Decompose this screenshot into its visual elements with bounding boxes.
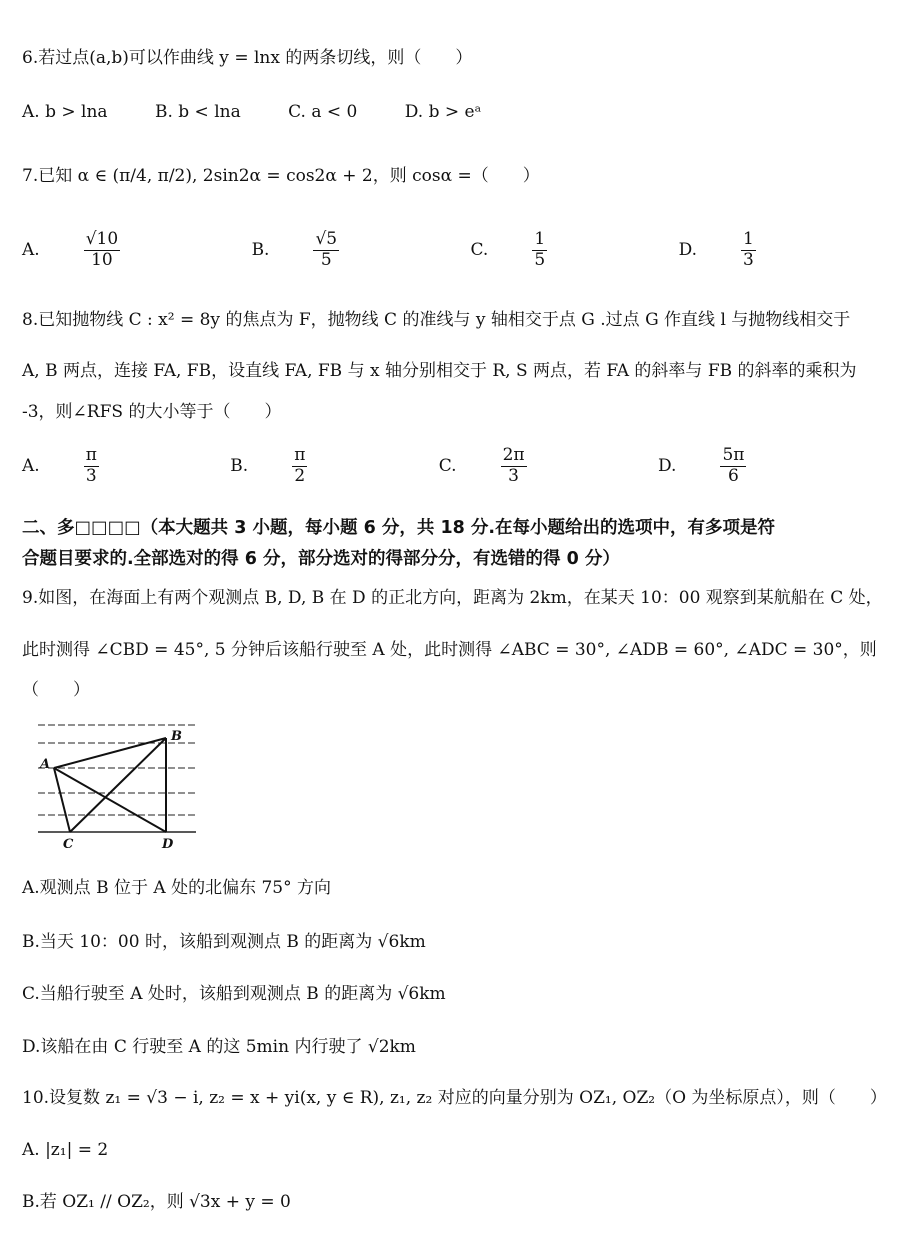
q7-options [22, 230, 882, 270]
frac-numerator: √5 [315, 229, 338, 249]
q7-stem: 7.已知 α ∈ (π/4, π/2), 2sin2α = cos2α + 2，则 cosα =（ ） [22, 166, 540, 186]
q7-option-b-frac [313, 230, 381, 270]
q8-options [22, 446, 872, 486]
q6-option-c: C. a < 0 [288, 102, 358, 122]
q6-option-a: A. b > lna [22, 102, 108, 122]
q8-line-1: 8.已知抛物线 C : x² = 8y 的焦点为 F，抛物线 C 的准线与 y 轴相交于点 G .过点 G 作直线 l 与抛物线相交于 [22, 310, 851, 330]
q7-option-a-frac [84, 230, 162, 270]
q8-option-b-label: B. [230, 455, 249, 476]
frac-numerator: √10 [85, 229, 119, 249]
q7-option-a-label: A. [22, 239, 40, 260]
q8-option-c-frac [501, 446, 569, 486]
q10-stem: 10.设复数 z₁ = √3 − i, z₂ = x + yi(x, y ∈ R), z₁, z₂ 对应的向量分别为 OZ₁, OZ₂（O 为坐标原点），则（ ） [22, 1088, 887, 1108]
q8-option-d-label: D. [658, 455, 677, 476]
q8-option-c-label: C. [438, 455, 457, 476]
q9-option-b: B.当天 10：00 时，该船到观测点 B 的距离为 √6km [22, 932, 426, 952]
frac-denominator: 2 [294, 465, 306, 486]
q7-option-b-label: B. [251, 239, 270, 260]
q7-option-c-frac [532, 230, 589, 270]
frac-numerator: π [294, 445, 306, 465]
segment-ac [54, 768, 70, 832]
q7-option-a [22, 229, 204, 270]
q8-option-b-frac [292, 446, 349, 486]
segment-ad [54, 768, 166, 832]
frac-denominator: 6 [728, 465, 739, 486]
frac-denominator: 5 [534, 249, 546, 270]
q7-option-d-frac [741, 230, 798, 270]
q9-option-c: C.当船行驶至 A 处时，该船到观测点 B 的距离为 √6km [22, 984, 446, 1004]
q6-options [22, 102, 523, 122]
section-2-heading-line-2: 合题目要求的.全部选对的得 6 分，部分选对的得部分分，有选错的得 0 分） [22, 549, 620, 569]
section-2-heading-line-1: 二、多□□□□（本大题共 3 小题，每小题 6 分，共 18 分.在每小题给出的选项中，有多项是符 [22, 518, 776, 538]
q7-option-c [470, 229, 632, 270]
frac-numerator: π [85, 445, 97, 465]
q10-option-a: A. |z₁| = 2 [22, 1140, 109, 1160]
frac-denominator: 10 [91, 249, 113, 270]
q7-option-d [678, 229, 840, 270]
label-b: B [171, 729, 182, 744]
q8-option-a-frac [84, 446, 141, 486]
frac-denominator: 3 [508, 465, 519, 486]
q8-option-d-frac [720, 446, 788, 486]
frac-denominator: 3 [743, 249, 754, 270]
q8-line-2: A, B 两点，连接 FA, FB，设直线 FA, FB 与 x 轴分别相交于 R, S 两点，若 FA 的斜率与 FB 的斜率的乘积为 [22, 361, 857, 381]
label-c: C [63, 837, 74, 850]
q9-figure [30, 718, 200, 850]
q7-option-b [251, 229, 424, 270]
q9-option-d: D.该船在由 C 行驶至 A 的这 5min 内行驶了 √2km [22, 1037, 416, 1057]
label-d: D [162, 837, 174, 850]
q8-line-3: -3，则∠RFS 的大小等于（ ） [22, 402, 282, 422]
frac-numerator: 2π [502, 445, 525, 465]
q9-line-1: 9.如图，在海面上有两个观测点 B, D, B 在 D 的正北方向，距离为 2km，在某天 10：00 观察到某航船在 C 处， [22, 588, 883, 608]
frac-numerator: 1 [534, 229, 546, 249]
frac-numerator: 5π [722, 445, 745, 465]
frac-denominator: 3 [85, 465, 97, 486]
figure-segments [54, 738, 166, 832]
q9-line-2: 此时测得 ∠CBD = 45°, 5 分钟后该船行驶至 A 处，此时测得 ∠ABC = 30°, ∠ADB = 60°, ∠ADC = 30°，则 [22, 640, 877, 660]
q8-option-b [230, 445, 391, 486]
frac-numerator: 1 [743, 229, 754, 249]
q10-option-b: B.若 OZ₁ // OZ₂，则 √3x + y = 0 [22, 1192, 291, 1212]
q6-option-b: B. b < lna [154, 102, 241, 122]
q7-option-d-label: D. [678, 239, 698, 260]
q8-option-a-label: A. [22, 455, 40, 476]
q6-stem: 6.若过点(a,b)可以作曲线 y = lnx 的两条切线，则（ ） [22, 48, 473, 68]
q9-option-a: A.观测点 B 位于 A 处的北偏东 75° 方向 [22, 878, 332, 898]
q9-line-3: （ ） [22, 680, 90, 700]
q6-option-d: D. b > eᵃ [404, 102, 482, 122]
frac-denominator: 5 [320, 249, 332, 270]
q8-option-a [22, 445, 183, 486]
label-a: A [40, 757, 51, 772]
q7-option-c-label: C. [470, 239, 489, 260]
